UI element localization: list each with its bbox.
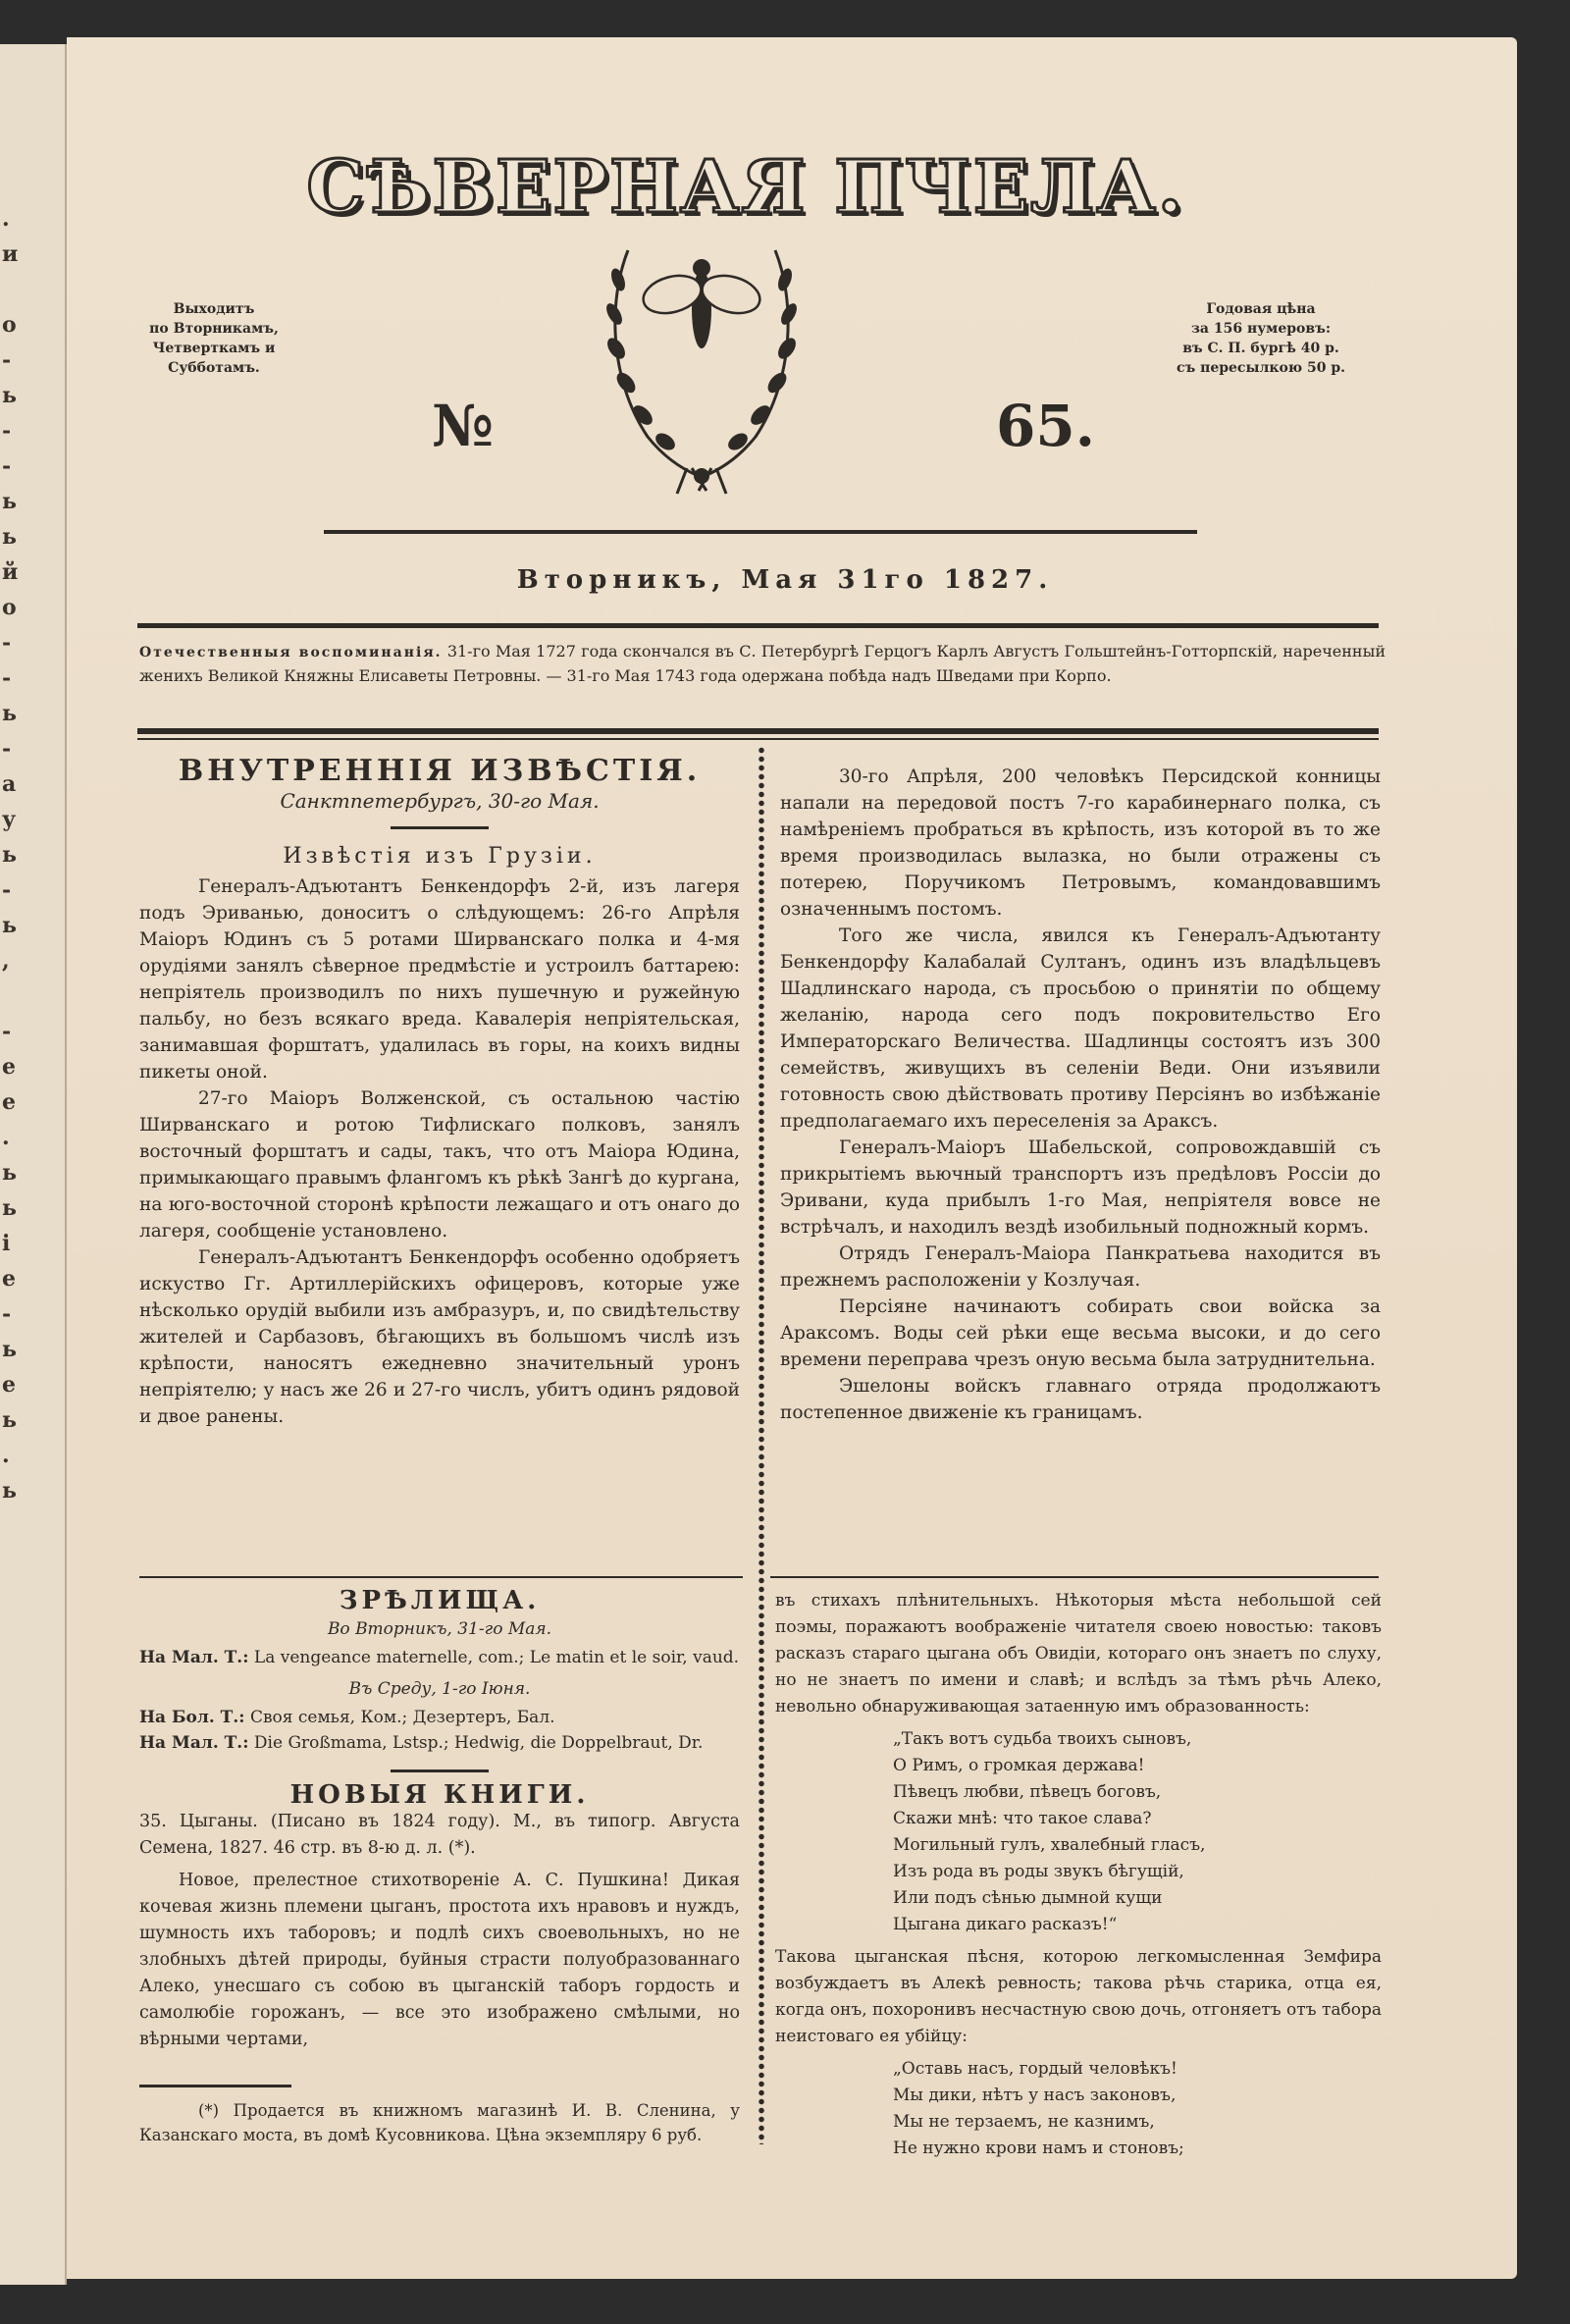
theatre-day: Во Вторникъ, 31-го Мая. (327, 1619, 552, 1639)
short-rule (391, 1769, 489, 1772)
footnote (139, 2098, 740, 2147)
theatre-listing: На Мал. Т.: La vengeance maternelle, com.; Le matin et le soir, vaud. (139, 1648, 740, 1667)
article-paragraph: Отрядъ Генералъ-Маіора Панкратьева находится въ прежнемъ расположеніи у Козлучая. (780, 1243, 1381, 1291)
issue-date: Вторникъ, Мая 31го 1827. (516, 565, 1054, 595)
header-double-rule (137, 728, 1379, 734)
article-paragraph: Генералъ-Адъютантъ Бенкендорфъ 2-й, изъ лагеря подъ Эриванью, доноситъ о слѣдующемъ: 26-го Апрѣля Маіоръ Юдинъ съ 5 ротами Ширванскаго полка и 4-мя орудіями занялъ сѣверное предмѣстіе и устроилъ баттарею: непріятель производилъ по нихъ пушечную и ружейную пальбу, но безъ всякаго вреда. Кавалерія непріятельская, занимавшая форштатъ, удалилась въ горы, на коихъ видны пикеты оной. (139, 876, 740, 1083)
poem-line: О Римъ, о громкая держава! (893, 1756, 1145, 1775)
dateline: Санктпетербургъ, 30-го Мая. (280, 789, 600, 813)
price-line: въ С. П. бургѣ 40 р. (1182, 341, 1339, 356)
newspaper-title: СѢВЕРНАЯ ПЧЕЛА. (306, 145, 1185, 230)
short-rule (391, 826, 489, 829)
poem-excerpt (775, 1726, 1382, 1938)
subscription-price (1133, 299, 1388, 378)
poem-line: Мы не терзаемъ, не казнимъ, (893, 2112, 1155, 2132)
poem-line: „Такъ вотъ судьба твоихъ сыновъ, (893, 1729, 1192, 1749)
memorial-text: 31-го Мая 1727 года скончался въ С. Петербургѣ Герцогъ Карлъ Августъ Гольштейнъ-Готторпскій, нареченный женихъ Великой Княжны Елисаветы Петровны. — 31-го Мая 1743 года одержана побѣда надъ Шведами при Корпо. (139, 642, 1386, 685)
masthead-rule (324, 530, 1197, 534)
theatre-listing: На Мал. Т.: Die Großmama, Lstsp.; Hedwig, die Doppelbraut, Dr. (139, 1733, 704, 1753)
column-divider (757, 746, 766, 2144)
article-paragraph: Персіяне начинаютъ собирать свои войска за Араксомъ. Воды сей рѣки еще весьма высоки, и до сего времени переправа чрезъ оную весьма была затруднительна. (780, 1296, 1381, 1370)
poem-line: Мы дики, нѣтъ у насъ законовъ, (893, 2086, 1177, 2105)
schedule-line: Четверткамъ и (152, 341, 276, 356)
previous-page-text-fragments: . и о - ь - - ь ь й о - - ь - а у ь - ь , - е е . ь ь і е - ь е ь . ь (2, 206, 19, 1504)
section-rule (139, 1576, 743, 1578)
footnote-text: (*) Продается въ книжномъ магазинѣ И. В. Сленина, у Казанскаго моста, въ домѣ Кусовникова. Цѣна экземпляру 6 руб. (139, 2101, 740, 2144)
section-title-domestic-news: ВНУТРЕННІЯ ИЗВѢСТІЯ. (178, 754, 702, 788)
header-double-rule-thin (137, 738, 1379, 740)
book-review: Новое, прелестное стихотвореніе А. С. Пушкина! Дикая кочевая жизнь племени цыганъ, простота ихъ нравовъ и нуждъ, шумность ихъ таборовъ; и подлѣ сихъ своевольныхъ, но не злобныхъ дѣтей природы, буйныя страсти полуобразованнаго Алеко, унесшаго съ собою въ цыганскій таборъ гордость и самолюбіе горожанъ, — все это изображено смѣлыми, но вѣрными чертами, (139, 1871, 740, 2049)
schedule-line: по Вторникамъ, (149, 321, 279, 337)
footnote-rule (139, 2085, 291, 2087)
article-paragraph: 30-го Апрѣля, 200 человѣкъ Персидской конницы напали на передовой постъ 7-го карабинернаго полка, съ намѣреніемъ пробраться въ крѣпость, изъ которой въ то же время производилась вылазка, но были отражены съ потерею, Поручикомъ Петровымъ, командовавшимъ означеннымъ постомъ. (780, 766, 1381, 920)
bee-wreath-icon (589, 240, 814, 496)
poem-line: Пѣвецъ любви, пѣвецъ боговъ, (893, 1782, 1162, 1802)
issue-number-sign: № (432, 393, 495, 459)
review-text: въ стихахъ плѣнительныхъ. Нѣкоторыя мѣста небольшой сей поэмы, поражаютъ воображеніе читателя своею новостью: таковъ расказъ стараго цыгана объ Овидіи, котораго онъ знаетъ по слуху, но не знаетъ по имени и славѣ; и вслѣдъ за тѣмъ рѣчь Алеко, невольно обнаруживающая затаенную имъ образованность: (775, 1591, 1382, 1717)
section-title-new-books: НОВЫЯ КНИГИ. (289, 1780, 590, 1810)
right-column (780, 764, 1381, 1426)
price-line: за 156 нумеровъ: (1190, 321, 1332, 337)
article-paragraph: 27-го Маіоръ Волженской, съ остальною частію Ширванскаго и ротою Тифлискаго полковъ, занялъ восточный форштатъ и сады, такъ, что отъ Маіора Юдина, примыкающаго правымъ флангомъ къ рѣкѣ Зангѣ до кургана, на юго-восточной сторонѣ крѣпости лежащаго и отъ онаго до лагеря, сообщеніе установлено. (139, 1088, 740, 1241)
section-title-theatre: ЗРѢЛИЩА. (339, 1586, 541, 1615)
section-rule (770, 1576, 1379, 1578)
left-column (139, 754, 740, 1430)
theatre-section (139, 1588, 740, 2053)
poem-line: „Оставь насъ, гордый человѣкъ! (893, 2059, 1178, 2079)
publication-schedule (126, 299, 302, 378)
poem-line: Или подъ сѣнью дымной кущи (893, 1888, 1163, 1908)
date-rule (137, 623, 1379, 628)
national-memories-note (139, 640, 1386, 687)
price-line: съ пересылкою 50 р. (1176, 360, 1346, 376)
article-paragraph: Генералъ-Адъютантъ Бенкендорфъ особенно одобряетъ искуство Гг. Артиллерійскихъ офицеровъ, которые уже нѣсколько орудій выбили изъ амбразуръ, и, по свидѣтельству жителей и Сарбазовъ, бѣгающихъ въ большомъ числѣ изъ крѣпости, наносятъ ежедневно значительный уронъ непріятелю; у насъ же 26 и 27-го числъ, убитъ одинъ рядовой и двое ранены. (139, 1247, 740, 1427)
theatre-listing: На Бол. Т.: Своя семья, Ком.; Дезертеръ, Бал. (139, 1708, 555, 1727)
article-paragraph: Эшелоны войскъ главнаго отряда продолжаютъ постепенное движеніе къ границамъ. (780, 1376, 1381, 1423)
issue-number: 65. (996, 393, 1095, 459)
poem-line: Цыгана дикаго расказъ!“ (893, 1915, 1118, 1934)
poem-line: Не нужно крови намъ и стоновъ; (893, 2139, 1184, 2158)
poem-line: Изъ рода въ роды звукъ бѣгущій, (893, 1862, 1184, 1881)
schedule-line: Выходитъ (173, 301, 255, 317)
article-paragraph: Генералъ-Маіоръ Шабельской, сопровождавшій съ прикрытіемъ вьючный транспортъ изъ предѣловъ Россіи до Эривани, куда прибылъ 1-го Мая, непріятеля вовсе не встрѣчалъ, и находилъ вездѣ изобильный подножный кормъ. (780, 1137, 1381, 1238)
theatre-day: Въ Среду, 1-го Іюня. (348, 1679, 531, 1699)
poem-excerpt (775, 2056, 1382, 2162)
poem-line: Скажи мнѣ: что такое слава? (893, 1809, 1152, 1828)
poem-line: Могильный гулъ, хвалебный гласъ, (893, 1835, 1206, 1855)
price-line: Годовая цѣна (1206, 301, 1316, 317)
previous-page-edge (0, 44, 67, 2285)
schedule-line: Субботамъ. (168, 360, 260, 376)
memorial-lead: Отечественныя воспоминанія. (139, 645, 443, 660)
review-text: Такова цыганская пѣсня, которою легкомысленная Земфира возбуждаетъ въ Алекѣ ревность; такова рѣчь старика, отца ея, когда онъ, похоронивъ несчастную свою дочь, отгоняетъ отъ табора неистоваго ея убійцу: (775, 1947, 1382, 2046)
article-paragraph: Того же числа, явился къ Генералъ-Адъютанту Бенкендорфу Калабалай Султанъ, одинъ изъ владѣльцевъ Шадлинскаго народа, съ просьбою о принятіи по общему желанію, народа сего подъ покровительство Его Императорскаго Величества. Шадлинцы состоятъ изъ 300 семействъ, живущихъ въ селеніи Веди. Они изъявили готовность свою дѣйствовать противу Персіянъ во избѣжаніе предполагаемаго ихъ переселенія за Араксъ. (780, 925, 1381, 1132)
subsection-title-georgia: Извѣстія изъ Грузіи. (283, 844, 597, 869)
review-continuation (775, 1588, 1382, 2162)
book-entry: 35. Цыганы. (Писано въ 1824 году). М., въ типогр. Августа Семена, 1827. 46 стр. въ 8-ю д. л. (*). (139, 1812, 740, 1858)
